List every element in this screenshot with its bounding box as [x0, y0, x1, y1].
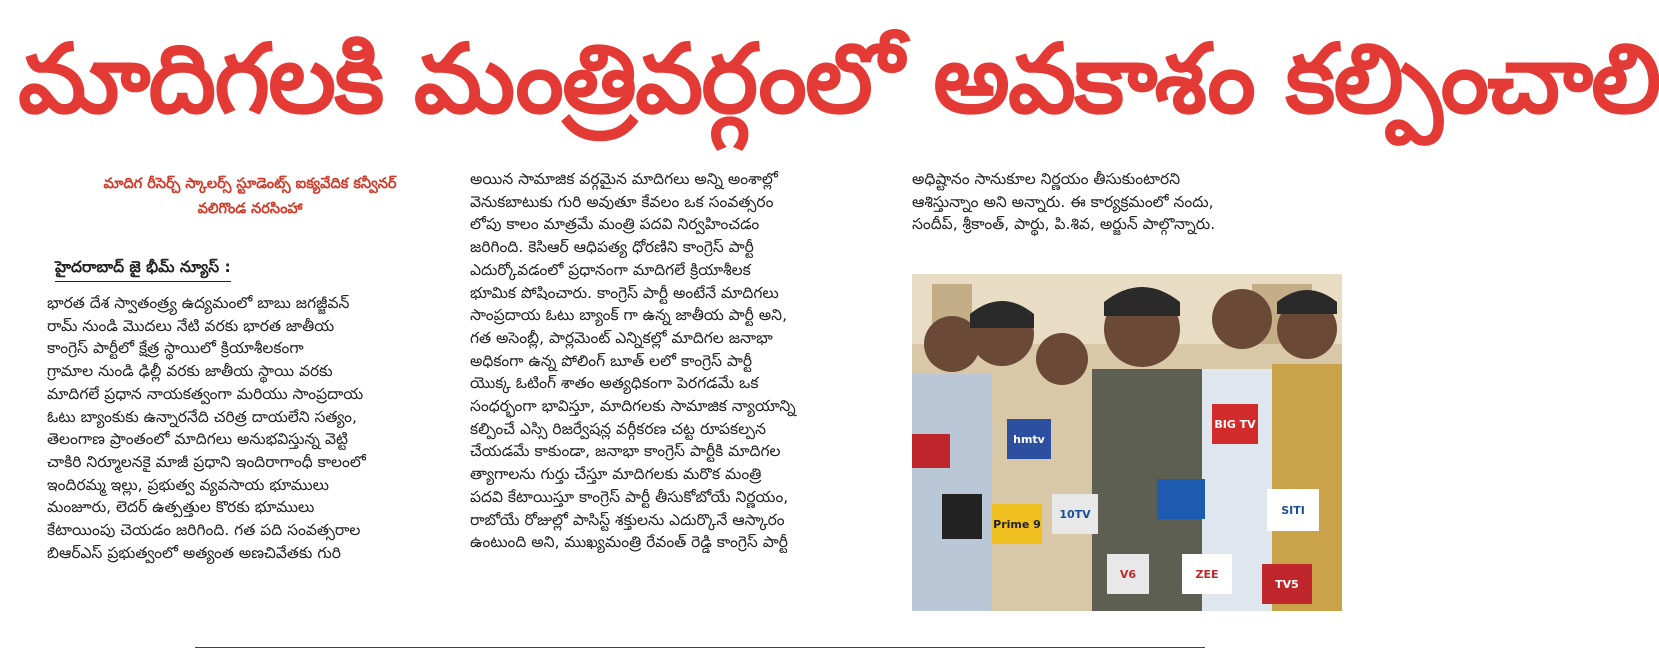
text-line: రాబోయే రోజుల్లో పాసిస్ట్ శక్తులను ఎదుర్కొనే ఆస్కారం: [470, 510, 785, 529]
text-line: ఓటు బ్యాంకుకు ఉన్నారనేది చరిత్ర దాయలేని సత్యం,: [47, 407, 357, 426]
text-line: అధిష్టానం సానుకూల నిర్ణయం తీసుకుంటారని: [912, 170, 1181, 188]
mic-label: ZEE: [1195, 568, 1219, 581]
text-line: రామ్ నుండి మొదలు నేటి వరకు భారత జాతీయ: [47, 316, 335, 335]
mic-label: TV5: [1275, 578, 1299, 591]
text-line: జరిగింది. కెసిఆర్ ఆధిపత్య ధోరణిని కాంగ్రెస్ పార్టీ: [470, 238, 754, 257]
text-line: లోపు కాలం మాత్రమే మంత్రి పదవి నిర్వహించడం: [470, 215, 760, 234]
text-line: అధికంగా ఉన్న పోలింగ్ బూత్ లలో కాంగ్రెస్ పార్టీ: [470, 351, 753, 370]
text-line: చేయడమే కాకుండా, జనాభా కాంగ్రెస్ పార్టీకి మాదిగల: [470, 442, 781, 461]
text-line: పదవి కేటాయిస్తూ కాంగ్రెస్ పార్టీ తీసుకోబోయే నిర్ణయం,: [470, 487, 789, 506]
subhead-line-2: వలిగొండ నరసింహా: [197, 201, 303, 217]
mic-label: BIG TV: [1214, 418, 1256, 431]
text-line: ఆశిస్తున్నాం అని అన్నారు. ఈ కార్యక్రమంలో నందు,: [912, 192, 1214, 211]
article-column-2: [470, 168, 890, 554]
text-line: వెనుకబాటుకు గురి అవుతూ కేవలం ఒక సంవత్సరం: [470, 192, 774, 211]
text-line: కాంగ్రెస్ పార్టీలో క్షేత్ర స్థాయిలో క్రియాశీలకంగా: [47, 339, 304, 358]
mic-label: Prime 9: [993, 518, 1041, 531]
press-conference-photo: [912, 274, 1342, 611]
photo-illustration: [912, 274, 1342, 611]
text-line: కల్పించే ఎస్సి రిజర్వేషన్ల వర్గీకరణ చట్ట రూపకల్పన: [470, 419, 766, 438]
text-line: యొక్క ఓటింగ్ శాతం అత్యధికంగా పెరగడమే ఒక: [470, 374, 759, 393]
text-line: ఎదుర్కోవడంలో ప్రధానంగా మాదిగలే క్రియాశీలక: [470, 260, 751, 279]
text-line: గత అసెంబ్లీ, పార్లమెంట్ ఎన్నికల్లో మాదిగల జనాభా: [470, 328, 773, 347]
text-line: సందీప్, శ్రీకాంత్, పార్థు, పి.శివ, అర్జున్ పాల్గొన్నారు.: [912, 215, 1216, 234]
text-line: మాదిగలే ప్రధాన నాయకత్వంగా మరియు సాంప్రదాయ: [47, 384, 364, 403]
article-column-1: [47, 292, 447, 564]
mic-label: 10TV: [1059, 508, 1091, 521]
article-column-3: [912, 168, 1352, 236]
text-line: బిఆర్ఎస్ ప్రభుత్వంలో అత్యంత అణచివేతకు గురి: [47, 543, 341, 562]
text-line: ఉంటుంది అని, ముఖ్యమంత్రి రేవంత్ రెడ్డి కాంగ్రెస్ పార్టీ: [470, 533, 788, 552]
text-line: కేటాయింపు చెయడం జరిగింది. గత పది సంవత్సరాల: [47, 521, 361, 540]
text-line: తెలంగాణ ప్రాంతంలో మాదిగలు అనుభవిస్తున్న వెట్టి: [47, 430, 348, 449]
text-line: భారత దేశ స్వాతంత్ర్య ఉద్యమంలో బాబు జగజ్జీవన్: [47, 294, 350, 312]
bottom-rule: [195, 647, 1205, 648]
mic-label: hmtv: [1013, 433, 1045, 446]
headline: మాదిగలకి మంత్రివర్గంలో అవకాశం కల్పించాలి: [18, 23, 1659, 135]
mic-label: V6: [1119, 568, 1137, 581]
text-line: భూమిక పోషించారు. కాంగ్రెస్ పార్టీ అంటేనే మాదిగలు: [470, 283, 779, 302]
text-line: చాకిరి నిర్మూలనకై మాజీ ప్రధాని ఇందిరాగాంధీ కాలంలో: [47, 452, 366, 471]
dateline: హైదరాబాద్ జై భీమ్ న్యూస్ :: [55, 258, 231, 282]
text-line: ఇందిరమ్మ ఇల్లు, ప్రభుత్వ వ్యవసాయ భూములు: [47, 475, 329, 494]
text-line: త్యాగాలను గుర్తు చేస్తూ మాదిగలకు మరొక మంత్రి: [470, 465, 762, 484]
text-line: అయిన సామాజిక వర్గమైన మాదిగలు అన్ని అంశాల్లో: [470, 170, 778, 188]
mic-label: SITI: [1281, 504, 1305, 517]
text-line: మంజూరు, లెదర్ ఉత్పత్తుల కొరకు భూములు: [47, 498, 315, 517]
text-line: సాంప్రదాయ ఓటు బ్యాంక్ గా ఉన్న జాతీయ పార్టీ అని,: [470, 306, 787, 325]
subhead-line-1: మాదిగ రీసెర్చ్ స్కాలర్స్ స్టూడెంట్స్ ఐక్యవేదిక కన్వీనర్: [103, 176, 397, 192]
text-line: సంధర్భంగా భావిస్తూ, మాదిగలకు సామాజిక న్యాయాన్ని: [470, 397, 796, 416]
text-line: గ్రామాల నుండి ఢిల్లీ వరకు జాతీయ స్థాయి వరకు: [47, 362, 333, 381]
